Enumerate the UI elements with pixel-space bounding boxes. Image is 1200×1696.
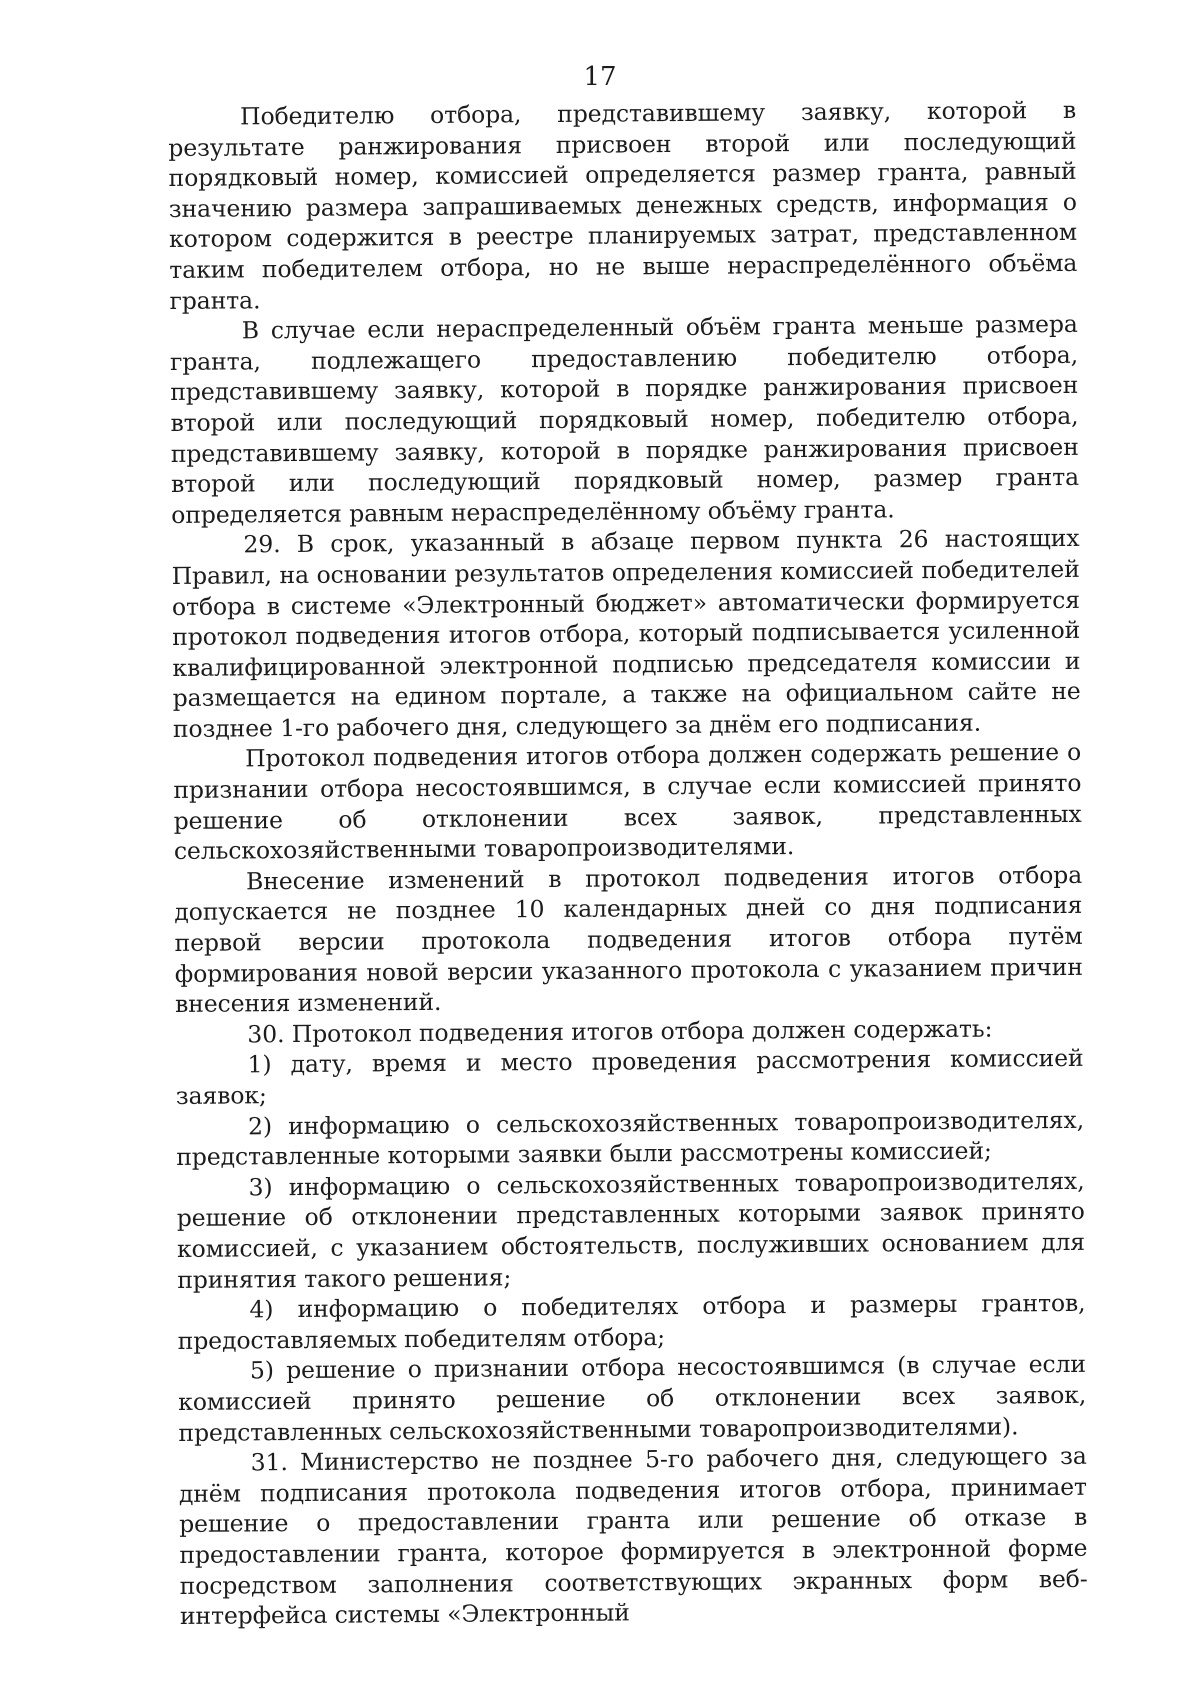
list-item-3-rejected-applicants: 3) информацию о сельскохозяйственных товаропроизводителях, решение об отклонении представленных которыми заявок принято комиссией, с указанием обстоятельств, послуживших основанием для принятия такого решения; bbox=[176, 1166, 1086, 1294]
document-body bbox=[168, 95, 1088, 1632]
list-item-5-failed-selection-decision: 5) решение о признании отбора несостоявшимся (в случае если комиссией принято решение об отклонении всех заявок, представленных сельскохозяйственными товаропроизводителями). bbox=[178, 1350, 1087, 1447]
page-number: 17 bbox=[583, 62, 617, 92]
paragraph-31-ministry-decision: 31. Министерство не позднее 5-го рабочего дня, следующего за днём подписания протокола подведения итогов отбора, принимает решение о предоставлении гранта или решение об отказе в предоставлении гранта, которое формируется в электронной форме посредством заполнения соответствующих экранных форм веб-интерфейса системы «Электронный bbox=[178, 1441, 1088, 1631]
paragraph-30-protocol-contents: 30. Протокол подведения итогов отбора должен содержать: bbox=[247, 1014, 993, 1049]
paragraph-protocol-failed-selection: Протокол подведения итогов отбора должен содержать решение о признании отбора несостоявшимся, в случае если комиссией принято решение об отклонении всех заявок, представленных сельскохозяйственными товаропроизводителями. bbox=[173, 738, 1082, 866]
list-item-2-reviewed-applicants: 2) информацию о сельскохозяйственных товаропроизводителях, представленные которыми заявки были рассмотрены комиссией; bbox=[176, 1105, 1085, 1172]
list-item-1-date-time-place: 1) дату, время и место проведения рассмотрения комиссией заявок; bbox=[175, 1044, 1084, 1110]
paragraph-protocol-amendments: Внесение изменений в протокол подведения итогов отбора допускается не позднее 10 календарных дней со дня подписания первой версии протокола подведения итогов отбора путём формирования новой версии указанного протокола с указанием причин внесения изменений. bbox=[174, 860, 1083, 1019]
paragraph-29-protocol-formation: 29. В срок, указанный в абзаце первом пункта 26 настоящих Правил, на основании результатов определения комиссией победителей отбора в системе «Электронный бюджет» автоматически формируется протокол подведения итогов отбора, который подписывается усиленной квалифицированной электронной подписью председателя комиссии и размещается на едином портале, а также на официальном сайте не позднее 1-го рабочего дня, следующего за днём его подписания. bbox=[171, 524, 1081, 743]
paragraph-grant-size-winner: Победителю отбора, представившему заявку, которой в результате ранжирования присвоен второй или последующий порядковый номер, комиссией определяется размер гранта, равный значению размера запрашиваемых денежных средств, информация о котором содержится в реестре планируемых затрат, представленном таким победителем отбора, но не выше нераспределённого объёма гранта. bbox=[168, 95, 1078, 315]
paragraph-undistributed-grant: В случае если нераспределенный объём гранта меньше размера гранта, подлежащего предоставлению победителю отбора, представившему заявку, которой в порядке ранжирования присвоен второй или последующий порядковый номер, победителю отбора, представившему заявку, которой в порядке ранжирования присвоен второй или последующий порядковый номер, размер гранта определяется равным нераспределённому объёму гранта. bbox=[169, 310, 1080, 529]
list-item-4-winners-grants: 4) информацию о победителях отбора и размеры грантов, предоставляемых победителям отбора; bbox=[177, 1288, 1086, 1355]
